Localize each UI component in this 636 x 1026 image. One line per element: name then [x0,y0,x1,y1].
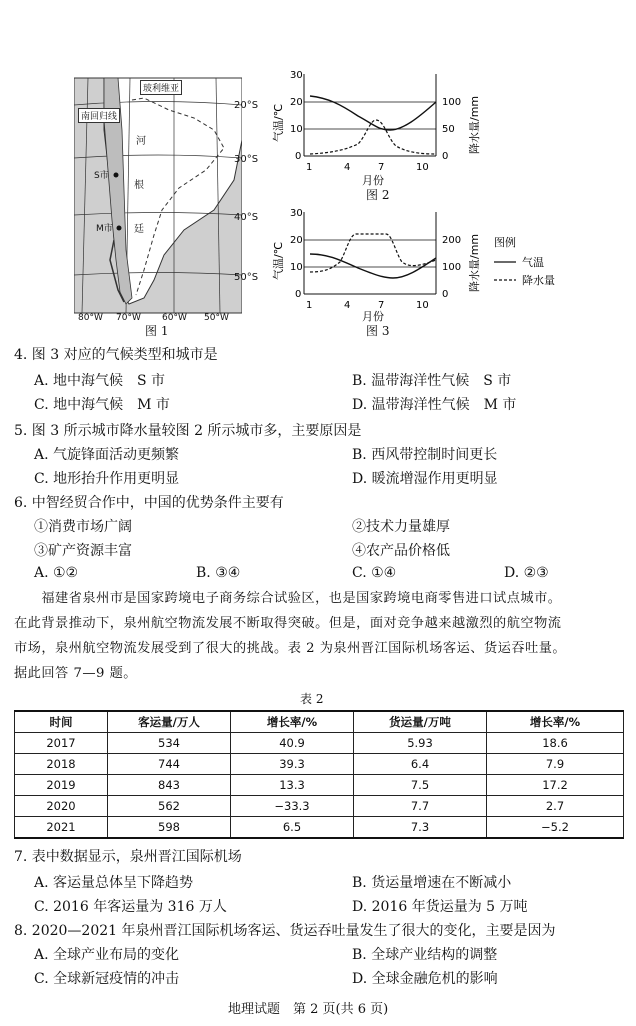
fig2-axes [304,74,436,156]
lon-80: 80°W [78,313,103,323]
label-bolivia: 玻利维亚 [140,80,182,95]
fig3-ylabel-left: 气温/℃ [272,241,285,280]
q4-option-d[interactable]: D. 温带海洋性气候 M 市 [352,397,517,413]
label-tropic: 南回归线 [78,108,120,123]
q7-option-c[interactable]: C. 2016 年客运量为 316 万人 [34,899,227,915]
fig3-axes [304,212,436,294]
q8-option-a[interactable]: A. 全球产业布局的变化 [34,947,180,963]
fig2-xt-4: 4 [344,162,351,173]
q6-option-d[interactable]: D. ②③ [504,565,549,581]
figure-2-caption: 图 2 [366,188,390,202]
q4-option-c[interactable]: C. 地中海气候 M 市 [34,397,170,413]
q5-option-c[interactable]: C. 地形抬升作用更明显 [34,471,180,487]
cell-passenger: 598 [108,817,231,839]
th-cargo-growth: 增长率/% [487,711,624,733]
fig3-xt-4: 4 [344,300,351,311]
fig2-xt-10: 10 [416,162,429,173]
fig2-rt-0: 0 [442,151,449,162]
q8-option-d[interactable]: D. 全球金融危机的影响 [352,971,498,987]
fig3-ylabel-right: 降水量/mm [468,233,481,292]
th-time: 时间 [15,711,108,733]
cell-cargo: 6.4 [354,754,487,775]
cell-year: 2018 [15,754,108,775]
cell-cargo: 7.7 [354,796,487,817]
fig3-lt-0: 0 [295,289,302,300]
fig3-rt-100: 100 [442,262,462,273]
fig2-xt-7: 7 [378,162,385,173]
fig2-xlabel: 月份 [362,174,384,187]
cell-passenger-growth: 6.5 [231,817,354,839]
cell-passenger-growth: 13.3 [231,775,354,796]
table-row [15,817,624,839]
q5-option-a[interactable]: A. 气旋锋面活动更频繁 [34,447,180,463]
cell-cargo-growth: 17.2 [487,775,624,796]
th-passenger-growth: 增长率/% [231,711,354,733]
q8-option-c[interactable]: C. 全球新冠疫情的冲击 [34,971,180,987]
cell-year: 2019 [15,775,108,796]
lon-50: 50°W [204,313,229,323]
cell-passenger: 534 [108,733,231,754]
cell-cargo: 7.5 [354,775,487,796]
q5-option-b[interactable]: B. 西风带控制时间更长 [352,447,498,463]
table-row [15,733,624,754]
lon-70: 70°W [116,313,141,323]
q7-option-b[interactable]: B. 货运量增速在不断减小 [352,875,512,891]
cell-cargo-growth: −5.2 [487,817,624,839]
figure-2-chart [268,64,498,204]
lat-50: 50°S [234,272,259,283]
q7-option-a[interactable]: A. 客运量总体呈下降趋势 [34,875,194,891]
cell-passenger: 843 [108,775,231,796]
q5-option-d[interactable]: D. 暖流增湿作用更明显 [352,471,498,487]
table-row [15,775,624,796]
region-ting: 廷 [134,224,144,235]
table-header-row [15,711,624,733]
fig2-ylabel-right: 降水量/mm [468,95,481,154]
passage-line-2: 在此背景推动下，泉州航空物流发展不断取得突破。但是，面对竞争越来越激烈的航空物流 [14,616,562,631]
q6-option-a[interactable]: A. ①② [34,565,79,581]
fig3-xt-1: 1 [306,300,313,311]
q8-option-b[interactable]: B. 全球产业结构的调整 [352,947,498,963]
cell-cargo-growth: 2.7 [487,796,624,817]
city-s-dot [114,173,119,178]
th-passenger: 客运量/万人 [108,711,231,733]
city-m-dot [117,226,122,231]
lat-20: 20°S [234,100,259,111]
fig3-lt-30: 30 [290,208,303,219]
fig3-xt-7: 7 [378,300,385,311]
q6-item-3: ③矿产资源丰富 [34,543,132,559]
cell-cargo: 7.3 [354,817,487,839]
cell-passenger: 562 [108,796,231,817]
fig2-temp-line [310,96,436,130]
lat-40: 40°S [234,212,259,223]
figure-1-caption: 图 1 [145,324,169,338]
fig2-lt-10: 10 [290,124,303,135]
passage-line-4: 据此回答 7—9 题。 [14,666,137,681]
fig3-legend-temp: 气温 [522,256,544,269]
fig3-rt-0: 0 [442,289,449,300]
figure-1-map [74,70,259,328]
table-row [15,754,624,775]
fig2-xt-1: 1 [306,162,313,173]
lat-30: 30°S [234,154,259,165]
fig3-legend-precip: 降水量 [522,274,555,287]
fig3-legend-title: 图例 [494,236,516,249]
region-he: 河 [136,136,146,147]
city-m-label: M市 [96,224,113,234]
fig2-ylabel-left: 气温/℃ [272,103,285,142]
table-2-caption: 表 2 [300,692,324,706]
q7-option-d[interactable]: D. 2016 年货运量为 5 万吨 [352,899,528,915]
fig2-lt-20: 20 [290,97,303,108]
cell-cargo: 5.93 [354,733,487,754]
fig3-xlabel: 月份 [362,310,384,323]
page-footer: 地理试题 第 2 页(共 6 页) [228,1002,389,1017]
cell-year: 2021 [15,817,108,839]
passage-line-1: 福建省泉州市是国家跨境电子商务综合试验区，也是国家跨境电商零售进口试点城市。 [14,591,562,606]
cell-passenger-growth: −33.3 [231,796,354,817]
table-row [15,796,624,817]
figure-3-chart [268,202,588,332]
q6-stem: 6. 中智经贸合作中，中国的优势条件主要有 [14,495,284,511]
fig3-lt-10: 10 [290,262,303,273]
fig3-rt-200: 200 [442,235,462,246]
q4-option-b[interactable]: B. 温带海洋性气候 S 市 [352,373,512,389]
cell-cargo-growth: 18.6 [487,733,624,754]
fig2-lt-0: 0 [295,151,302,162]
q6-option-c[interactable]: C. ①④ [352,565,397,581]
th-cargo: 货运量/万吨 [354,711,487,733]
q5-stem: 5. 图 3 所示城市降水量较图 2 所示城市多，主要原因是 [14,423,362,439]
q8-stem: 8. 2020—2021 年泉州晋江国际机场客运、货运吞吐量发生了很大的变化，主要是因为 [14,923,556,939]
fig3-temp-line [310,254,436,278]
passage-line-3: 市场，泉州航空物流发展受到了很大的挑战。表 2 为泉州晋江国际机场客运、货运吞吐量。 [14,641,567,656]
city-s-label: S市 [94,171,109,181]
cell-cargo-growth: 7.9 [487,754,624,775]
fig2-rt-100: 100 [442,97,462,108]
figure-3-caption: 图 3 [366,324,390,338]
fig3-lt-20: 20 [290,235,303,246]
q6-item-1: ①消费市场广阔 [34,519,132,535]
fig2-rt-50: 50 [442,124,455,135]
q6-option-b[interactable]: B. ③④ [196,565,241,581]
q6-item-4: ④农产品价格低 [352,543,450,559]
cell-year: 2017 [15,733,108,754]
cell-passenger: 744 [108,754,231,775]
region-gen: 根 [134,180,144,191]
q7-stem: 7. 表中数据显示，泉州晋江国际机场 [14,849,242,865]
q4-option-a[interactable]: A. 地中海气候 S 市 [34,373,166,389]
passage [14,586,624,686]
cell-year: 2020 [15,796,108,817]
table-2 [14,710,624,839]
fig2-lt-30: 30 [290,70,303,81]
cell-passenger-growth: 40.9 [231,733,354,754]
q6-item-2: ②技术力量雄厚 [352,519,450,535]
lon-60: 60°W [162,313,187,323]
cell-passenger-growth: 39.3 [231,754,354,775]
fig3-xt-10: 10 [416,300,429,311]
q4-stem: 4. 图 3 对应的气候类型和城市是 [14,347,218,363]
